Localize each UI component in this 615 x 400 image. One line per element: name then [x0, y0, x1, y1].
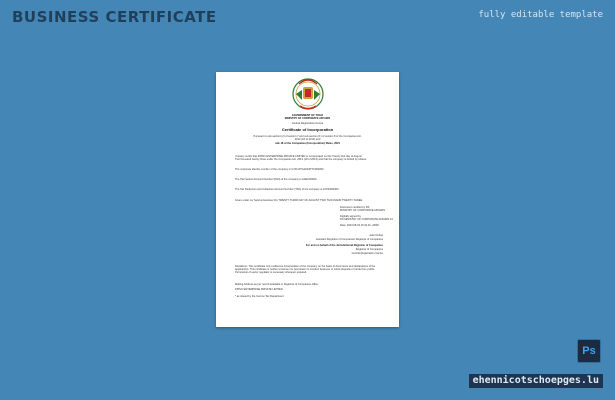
certificate-heading: Certificate of Incorporation [281, 127, 334, 132]
tan-line: The Tax Deduction and Collection Account Number (TAN) of the company is HYDF00000C [235, 188, 339, 191]
body-line-2: Two thousand twenty three under the Companies Act, 2013 (18 of 2013) and that the company is limited by shares. [235, 158, 367, 161]
mailing-label: Mailing Address as per record available in Registrar of Companies office: [235, 283, 319, 286]
behalf-line: For and on behalf of the Jurisdictional Registrar of Companies [305, 244, 383, 247]
centre-name: Central Registration Centre [291, 122, 324, 125]
ministry-name: MINISTRY OF CORPORATE AFFAIRS [284, 117, 331, 120]
signature-line-5: Date: 2023.08.23 15:42:31 +0530 [340, 224, 379, 227]
certificate-document [216, 72, 399, 327]
gov-name: GOVERNMENT OF TOGO [291, 114, 324, 117]
officer-name: Jean Dubas [369, 234, 383, 237]
pursuant-line-1: Pursuant to sub-section (2) of section 7 and sub-section (1) of section 8 of the Companies Act, [253, 135, 362, 138]
mailing-address: FIRSO ENTERPRISE PRIVATE LIMITED [235, 288, 283, 291]
page-title: BUSINESS CERTIFICATE [12, 8, 217, 26]
cin-line: The corporate identity number of the company is U74110TG2023PTC000000 [235, 168, 324, 171]
photoshop-badge-icon: Ps [577, 339, 601, 363]
issued-note: * as issued by the Income Tax Department [235, 295, 284, 298]
registrar-line-2: Central Registration Centre [351, 252, 383, 255]
disclaimer: Disclaimer: This certificate only evidences incorporation of the company on the basis of documents and declarations of the applicant(s). This certificate is neither a license nor permission to conduct business or solicit deposits or funds from public. Permission of sector regulator is necessary wherever required. [235, 265, 376, 275]
registrar-line-1: Registrar of Companies [355, 248, 383, 251]
officer-title: Assistant Registrar of Companies/ Registrar of Companies [315, 238, 383, 241]
body-line-1: I hereby certify that FIRSO ENTERPRISE PRIVATE LIMITED is incorporated on this Twenty first day of August [235, 155, 362, 158]
signature-line-2: MINISTRY OF CORPORATE AFFAIRS [340, 209, 385, 212]
given-line: Given under my hand at Hanoise this TWENTY THIRD DAY OF AUGUST TWO THOUSAND TWENTY-THREE [235, 199, 363, 202]
signature-line-1: Document certified by DS [340, 206, 370, 209]
pursuant-line-3: rule 18 of the Companies (Incorporation) Rules, 2021 [274, 142, 340, 145]
pan-line: The Permanent Account Number (PAN) of the company is AAEC0000A [235, 178, 317, 181]
coat-of-arms-icon [290, 74, 326, 116]
website-label: ehennicotschoepges.lu [469, 374, 603, 388]
signature-line-4: DS MINISTRY OF CORPORATE AFFAIRS 10 [340, 218, 393, 221]
signature-line-3: Digitally signed by [340, 215, 361, 218]
pursuant-line-2: 2013 (18 of 2013) and [294, 138, 321, 141]
page-subtitle: fully editable template [478, 10, 603, 20]
